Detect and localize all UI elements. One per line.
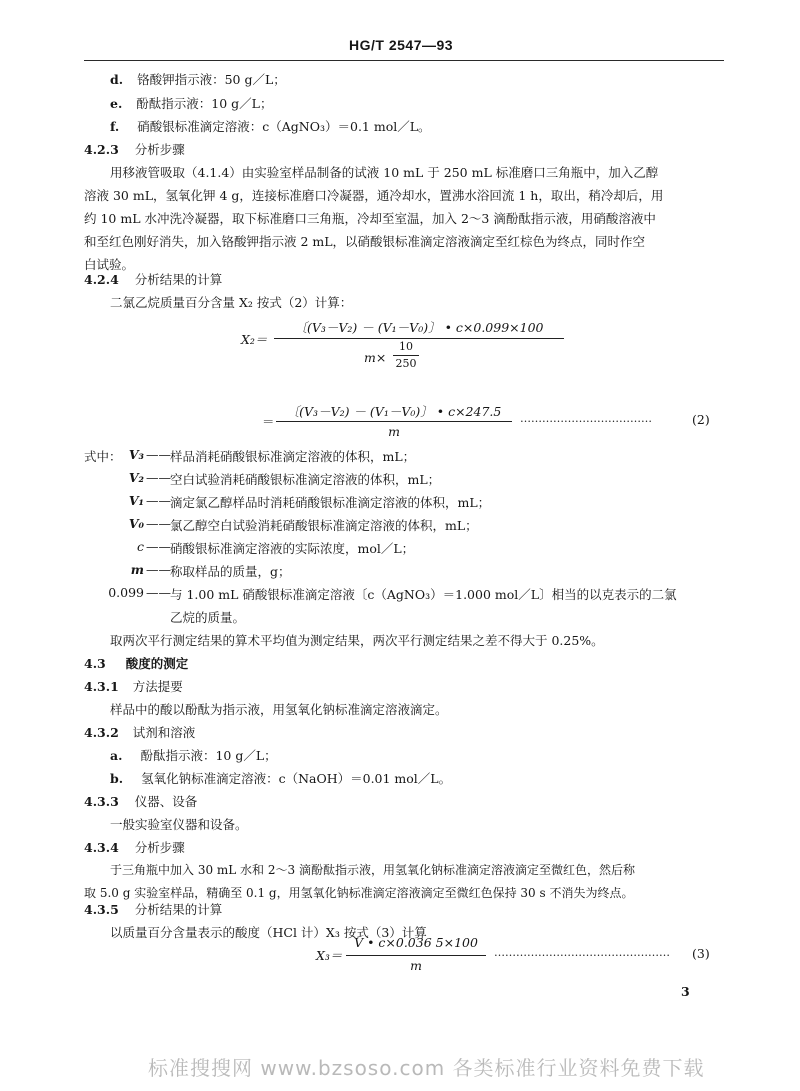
footer-watermark: 标准搜搜网 www.bzsoso.com 各类标准行业资料免费下载 [148,1056,705,1080]
formula-intro: 二氯乙烷质量百分含量 X₂ 按式（2）计算： [110,295,353,310]
leader-dots: ………………………………………… [494,946,670,959]
reagent-text: 酚酞指示液：10 g／L； [136,96,273,111]
paragraph-line: 用移液管吸取（4.1.4）由实验室样品制备的试液 10 mL 于 250 mL 标准磨口三角瓶中，加入乙醇 [110,165,659,180]
formula-3-lhs: X₃＝ [316,948,343,963]
formula-intro: 以质量百分含量表示的酸度（HCl 计）X₃ 按式（3）计算 [110,925,427,940]
variable-dash: —— [146,539,171,554]
standard-code-header: HG/T 2547—93 [349,37,454,53]
variable-description-continued: 乙烷的质量。 [170,610,246,625]
section-number: 4.3.5 [84,902,119,917]
leader-dots: ……………………………… [520,412,652,425]
paragraph-line: 约 10 mL 水冲洗冷凝器，取下标准磨口三角瓶，冷却至室温，加入 2～3 滴酚酞指示液，用硝酸溶液中 [84,211,656,226]
formula-2-denominator-m: m× [364,350,387,365]
variable-description: 与 1.00 mL 硝酸银标准滴定溶液〔c（AgNO₃）＝1.000 mol／L〕相当的以克表示的二氯 [170,587,677,602]
section-heading-4-3-5 [84,900,222,918]
equation-number-2: (2) [692,412,710,427]
reagent-label: a. [110,748,123,763]
reagent-item-f [110,117,431,135]
reagent-text: 铬酸钾指示液：50 g／L； [137,72,286,87]
variable-description: 氯乙醇空白试验消耗硝酸银标准滴定溶液的体积，mL； [170,518,478,533]
section-heading-4-3-4 [84,838,185,856]
where-prefix: 式中： [84,449,122,464]
variable-symbol: V₁ [128,493,144,508]
section-title: 分析步骤 [134,840,185,855]
reagent-item-b [110,769,451,787]
reagent-item-e [110,94,272,112]
variable-symbol: c [136,539,144,554]
formula-3-numerator: V • c×0.036 5×100 [354,935,478,950]
section-title: 试剂和溶液 [132,725,196,740]
section-title: 仪器、设备 [134,794,198,809]
variable-dash: —— [146,562,171,577]
paragraph-line: 样品中的酸以酚酞为指示液，用氢氧化钠标准滴定溶液滴定。 [110,702,448,717]
formula-2-numerator-simplified: 〔(V₃－V₂) － (V₁－V₀)〕 • c×247.5 [286,404,502,419]
fraction-bar [274,338,564,339]
section-number: 4.3.1 [84,679,119,694]
section-title: 方法提要 [132,679,183,694]
variable-symbol: V₃ [128,447,144,462]
paragraph-line: 和至红色刚好消失，加入铬酸钾指示液 2 mL，以硝酸银标准滴定溶液滴定至红棕色为终点，同时作空 [84,234,646,249]
section-number: 4.2.4 [84,272,119,287]
variable-dash: —— [146,470,171,485]
variable-dash: —— [146,516,171,531]
section-heading-4-3-3 [84,792,197,810]
section-title: 分析结果的计算 [134,902,223,917]
section-number: 4.3.4 [84,840,119,855]
reagent-label: b. [110,771,124,786]
section-number: 4.2.3 [84,142,119,157]
formula-2-numerator: 〔(V₃－V₂) － (V₁－V₀)〕 • c×0.099×100 [294,320,544,335]
variable-description: 硝酸银标准滴定溶液的实际浓度，mol／L； [170,541,415,556]
paragraph-line: 一般实验室仪器和设备。 [110,817,248,832]
variable-dash: —— [146,585,171,600]
paragraph-line: 溶液 30 mL，氢氧化钾 4 g，连接标准磨口冷凝器，通冷却水，置沸水浴回流 1 h，取出，稍冷却后，用 [84,188,664,203]
formula-2-denominator-simplified: m [388,424,400,439]
variable-description: 滴定氯乙醇样品时消耗硝酸银标准滴定溶液的体积，mL； [170,495,491,510]
variable-description: 空白试验消耗硝酸银标准滴定溶液的体积，mL； [170,472,441,487]
section-heading-4-3-2 [84,723,195,741]
reagent-label: d. [110,72,124,87]
section-heading-4-3 [84,654,188,672]
formula-2-subfrac-den: 250 [395,357,417,370]
reagent-item-a [110,746,277,764]
formula-2-lhs: X₂＝ [241,332,268,347]
section-number: 4.3.2 [84,725,119,740]
variable-symbol: V₂ [128,470,144,485]
variable-dash: —— [146,493,171,508]
variable-symbol: 0.099 [108,585,144,600]
variable-symbol: V₀ [128,516,144,531]
variable-description: 称取样品的质量，g； [170,564,291,579]
section-heading-4-3-1 [84,677,183,695]
reagent-label: e. [110,96,123,111]
result-note: 取两次平行测定结果的算术平均值为测定结果，两次平行测定结果之差不得大于 0.25%。 [110,633,604,648]
reagent-item-d [110,70,286,88]
reagent-label: f. [110,119,120,134]
paragraph-line: 取 5.0 g 实验室样品，精确至 0.1 g，用氢氧化钠标准滴定溶液滴定至微红色保持 30 s 不消失为终点。 [84,886,634,900]
paragraph-line: 白试验。 [84,257,135,272]
section-heading-4-2-4 [84,270,222,288]
variable-symbol: m [130,562,144,577]
fraction-bar [346,955,486,956]
section-title: 分析结果的计算 [134,272,223,287]
formula-2-equals: ＝ [262,414,275,429]
fraction-bar [276,421,512,422]
reagent-text: 酚酞指示液：10 g／L； [140,748,277,763]
section-number: 4.3.3 [84,794,119,809]
equation-number-3: (3) [692,946,710,961]
section-number: 4.3 [84,656,106,671]
formula-2-subfrac-num: 10 [399,340,413,353]
subfraction-bar [393,355,419,356]
variable-description: 样品消耗硝酸银标准滴定溶液的体积，mL； [170,449,416,464]
reagent-text: 硝酸银标准滴定溶液：c（AgNO₃）＝0.1 mol／L。 [137,119,431,134]
reagent-text: 氢氧化钠标准滴定溶液：c（NaOH）＝0.01 mol／L。 [141,771,452,786]
formula-3-denominator: m [410,958,422,973]
variable-dash: —— [146,447,171,462]
section-title: 酸度的测定 [125,656,189,671]
paragraph-line: 于三角瓶中加入 30 mL 水和 2～3 滴酚酞指示液，用氢氧化钠标准滴定溶液滴定至微红色，然后称 [110,863,635,877]
header-rule [84,60,724,61]
page-number: 3 [681,984,690,999]
section-heading-4-2-3 [84,140,185,158]
section-title: 分析步骤 [134,142,185,157]
